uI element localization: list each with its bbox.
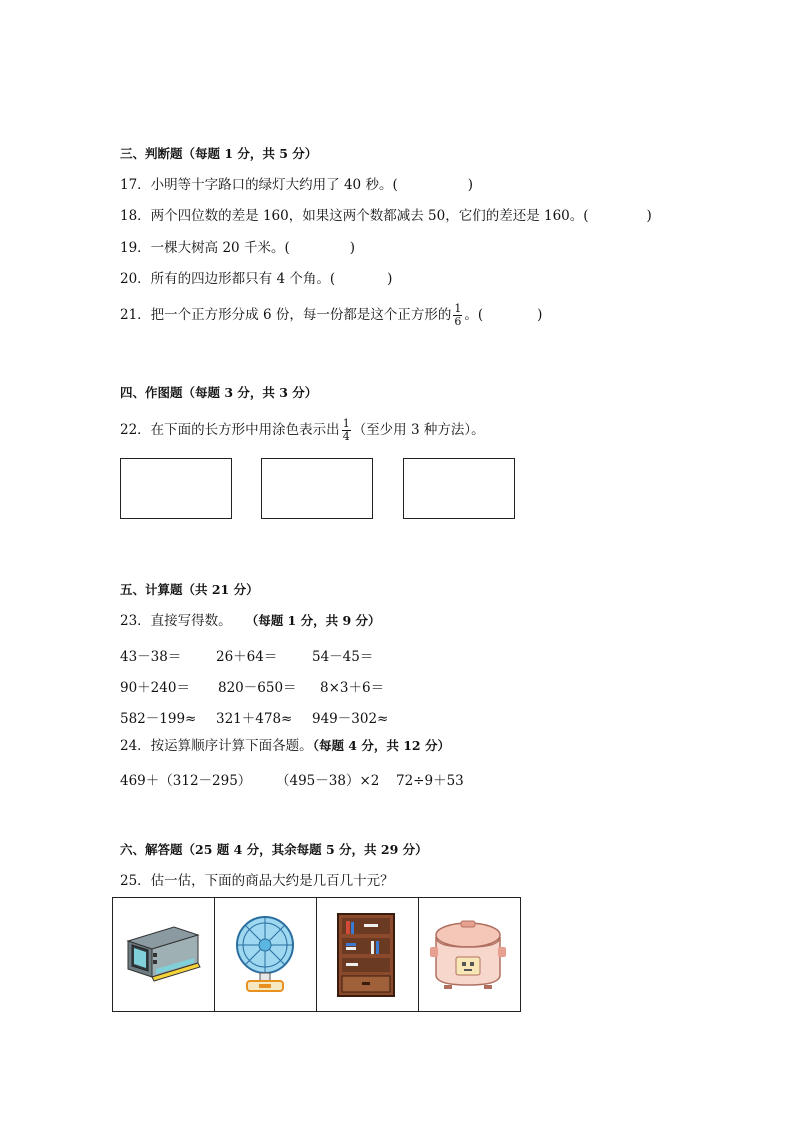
calc-item: 582－199≈: [120, 711, 197, 727]
question-24: [120, 736, 450, 756]
question-23: [120, 611, 381, 631]
question-23-note: （每题 1 分，共 9 分）: [245, 613, 381, 628]
calc-item: 26＋64＝: [216, 649, 278, 665]
product-cell-bookshelf: [316, 897, 418, 1011]
calc-item: 469＋（312－295）: [120, 773, 252, 789]
section3-heading: 三、判断题（每题 1 分，共 5 分）: [120, 146, 318, 161]
question-18-text: 18．两个四位数的差是 160，如果这两个数都减去 50，它们的差还是 160。(: [120, 208, 589, 224]
question-22-text: 22．在下面的长方形中用涂色表示出: [120, 422, 340, 438]
question-21-text: 21．把一个正方形分成 6 份，每一份都是这个正方形的: [120, 307, 452, 323]
rice-cooker-icon: [418, 897, 520, 1011]
fan-icon: [214, 897, 316, 1011]
question-17: 17．小明等十字路口的绿灯大约用了 40 秒。( ): [120, 177, 473, 193]
product-cell-rice-cooker: [418, 897, 520, 1011]
drawing-rectangle-2[interactable]: [261, 458, 373, 519]
question-24-note: （每题 4 分，共 12 分）: [312, 738, 450, 753]
question-17-text: 17．小明等十字路口的绿灯大约用了 40 秒。(: [120, 177, 398, 193]
bookshelf-icon: [316, 897, 418, 1011]
question-23-text: 23．直接写得数。: [120, 613, 232, 629]
calc-item: （495－38）×2: [276, 773, 380, 789]
question-20: 20．所有的四边形都只有 4 个角。( ): [120, 271, 393, 287]
question-19-text: 19．一棵大树高 20 千米。(: [120, 240, 290, 256]
question-22: 22．在下面的长方形中用涂色表示出 $\frac{1}{4}$ （至少用 3 种方法）。: [120, 417, 485, 443]
product-cell-microwave: [112, 897, 214, 1011]
question-25: 25．估一估，下面的商品大约是几百几十元？: [120, 873, 394, 889]
calc-item: 949－302≈: [312, 711, 389, 727]
drawing-rectangle-3[interactable]: [403, 458, 515, 519]
section4-heading: 四、作图题（每题 3 分，共 3 分）: [120, 385, 318, 400]
calc-item: 90＋240＝: [120, 680, 190, 696]
microwave-icon: [112, 897, 214, 1011]
drawing-rectangle-1[interactable]: [120, 458, 232, 519]
calc-item: 72÷9＋53: [396, 773, 464, 789]
product-cell-fan: [214, 897, 316, 1011]
fraction-one-sixth: $\frac{1}{6}$: [454, 302, 462, 328]
fraction-one-quarter: $\frac{1}{4}$: [342, 417, 350, 443]
section5-heading: 五、计算题（共 21 分）: [120, 582, 259, 597]
question-24-text: 24．按运算顺序计算下面各题。: [120, 738, 313, 754]
question-20-text: 20．所有的四边形都只有 4 个角。(: [120, 271, 336, 287]
question-19: 19．一棵大树高 20 千米。( ): [120, 240, 355, 256]
calc-item: 54－45＝: [312, 649, 374, 665]
section6-heading: 六、解答题（25 题 4 分，其余每题 5 分，共 29 分）: [120, 842, 428, 857]
question-18: 18．两个四位数的差是 160，如果这两个数都减去 50，它们的差还是 160。( ): [120, 208, 652, 224]
calc-item: 8×3＋6＝: [320, 680, 385, 696]
calc-item: 820－650＝: [218, 680, 297, 696]
question-21: 21．把一个正方形分成 6 份，每一份都是这个正方形的 $\frac{1}{6}$ 。( ): [120, 302, 543, 328]
calc-item: 43－38＝: [120, 649, 182, 665]
calc-item: 321＋478≈: [216, 711, 293, 727]
